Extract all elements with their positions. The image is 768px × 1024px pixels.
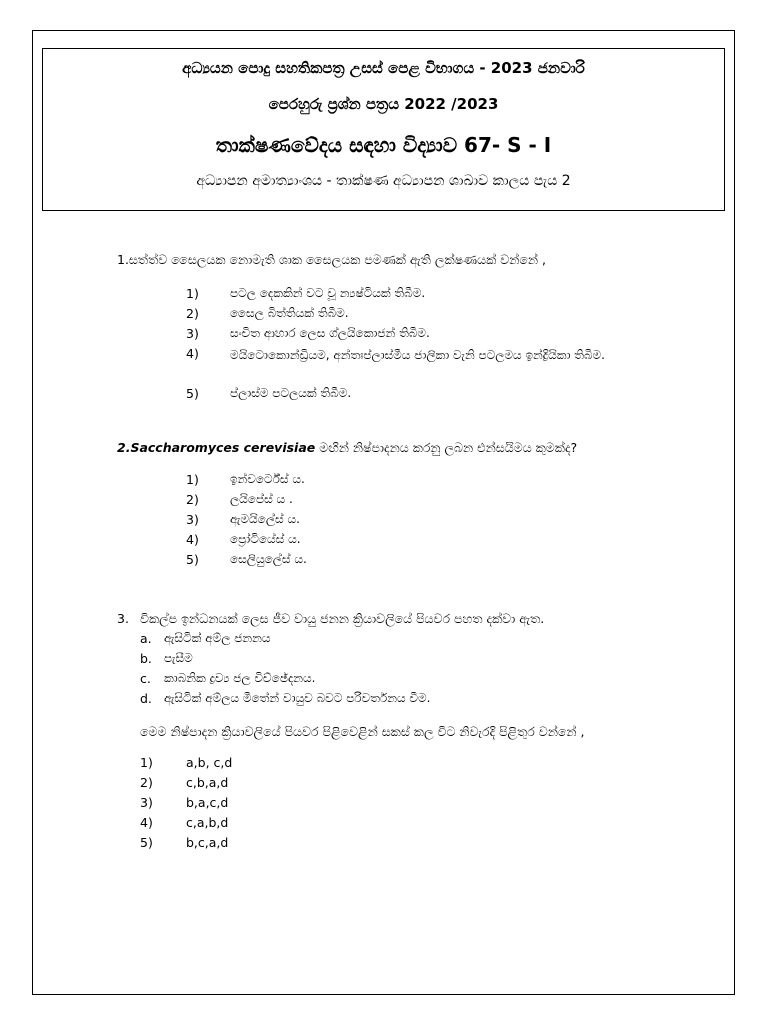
q2-option-1: ඉන්වර්ටේස් ය. (230, 472, 305, 486)
q2-option-5-number: 5) (186, 552, 199, 567)
q2-option-3-number: 3) (186, 512, 199, 527)
subject-title: තාක්ෂණවේදය සඳහා විද්‍යාව 67- S - I (215, 133, 552, 157)
q3-step-b: පැසීම (164, 651, 193, 665)
q3-step-b-label: b. (140, 651, 152, 666)
q2-option-2: ලයිපේස් ය . (230, 492, 293, 506)
question-1-text: 1.සත්ත්ව සෛලයක නොමැති ශාක සෛලයක පමණක් ඇති ලක්ෂණයක් වන්නේ , (117, 252, 546, 267)
question-2-text (117, 440, 577, 456)
question-2-body: මඟින් නිෂ්පාදනය කරනු ලබන එන්සයිමය කුමක්ද? (315, 440, 578, 455)
organism-name: Saccharomyces cerevisiae (130, 440, 316, 455)
q2-option-3: ඇමයිලේස් ය. (230, 512, 300, 526)
q1-option-2-number: 2) (186, 306, 199, 321)
question-3-number: 3. (117, 611, 129, 626)
q2-option-1-number: 1) (186, 472, 199, 487)
q3-step-a: ඇසිටික් අම්ල ජනනය (164, 631, 271, 645)
question-2-number: 2. (117, 440, 131, 455)
q3-step-d-label: d. (140, 691, 152, 706)
q3-option-5-number: 5) (140, 835, 153, 850)
exam-header (42, 48, 725, 211)
q3-step-c-label: c. (140, 671, 151, 686)
q1-option-5-number: 5) (186, 386, 199, 401)
exam-title: අධ්‍යයන පොදු සහතිකපත්‍ර උසස් පෙළ විභාගය - 2023 ජනවාරි (182, 59, 585, 77)
q1-option-2: සෛල බිත්තියක් තිබීම. (230, 306, 349, 320)
q1-option-1-number: 1) (186, 286, 199, 301)
q3-option-2: c,b,a,d (186, 775, 229, 790)
q2-option-2-number: 2) (186, 492, 199, 507)
q2-option-5: සෙලියුලේස් ය. (230, 552, 307, 566)
ministry-and-duration: අධ්‍යාපන අමාත්‍යාංශය - තාක්ෂණ අධ්‍යාපන ශාඛාව කාලය පැය 2 (196, 173, 571, 189)
q3-option-5: b,c,a,d (186, 835, 229, 850)
q3-step-a-label: a. (140, 631, 152, 646)
q3-option-3-number: 3) (140, 795, 153, 810)
q1-option-3: සංචිත ආහාර ලෙස ග්ලයිකොජන් තිබීම. (230, 326, 430, 340)
q3-option-1-number: 1) (140, 755, 153, 770)
question-3-prompt: මෙම නිෂ්පාදන ක්‍රියාවලියේ පියවර පිළිවෙළින් සකස් කල විට නිවැරදි පිළිතුර වන්නේ , (140, 724, 585, 739)
q2-option-4: ප්‍රෝටියේස් ය. (230, 532, 301, 546)
q1-option-1: පටල දෙකකින් වට වූ න්‍යෂ්ටියක් තිබීම. (230, 286, 426, 300)
q3-option-3: b,a,c,d (186, 795, 229, 810)
q3-step-c: කාබනික ද්‍රව්‍ය ජල විච්ඡේදනය. (164, 671, 316, 685)
question-3-text: විකල්ප ඉන්ධනයක් ලෙස ජීව වායු ජනන ක්‍රියාවලියේ පියවර පහත දක්වා ඇත. (140, 611, 545, 626)
q1-option-5: ප්ලාස්ම පටලයක් තිබීම. (230, 386, 352, 400)
q1-option-3-number: 3) (186, 326, 199, 341)
q3-option-1: a,b, c,d (186, 755, 233, 770)
q3-option-4-number: 4) (140, 815, 153, 830)
q1-option-4: මයිටොකොන්ඩ්‍රියම, අන්තඃප්ලාස්මීය ජාලිකා වැනි පටලමය ඉන්ද්‍රියිකා තිබීම. (230, 348, 605, 362)
q3-option-4: c,a,b,d (186, 815, 229, 830)
q1-option-4-number: 4) (186, 346, 199, 361)
paper-title: පෙරහුරු ප්‍රශ්න පත්‍රය 2022 /2023 (268, 95, 499, 113)
q3-option-2-number: 2) (140, 775, 153, 790)
q3-step-d: ඇසිටික් අම්ලය මීතේන් වායුව බවට පරිවර්තනය වීම. (164, 691, 431, 705)
q2-option-4-number: 4) (186, 532, 199, 547)
